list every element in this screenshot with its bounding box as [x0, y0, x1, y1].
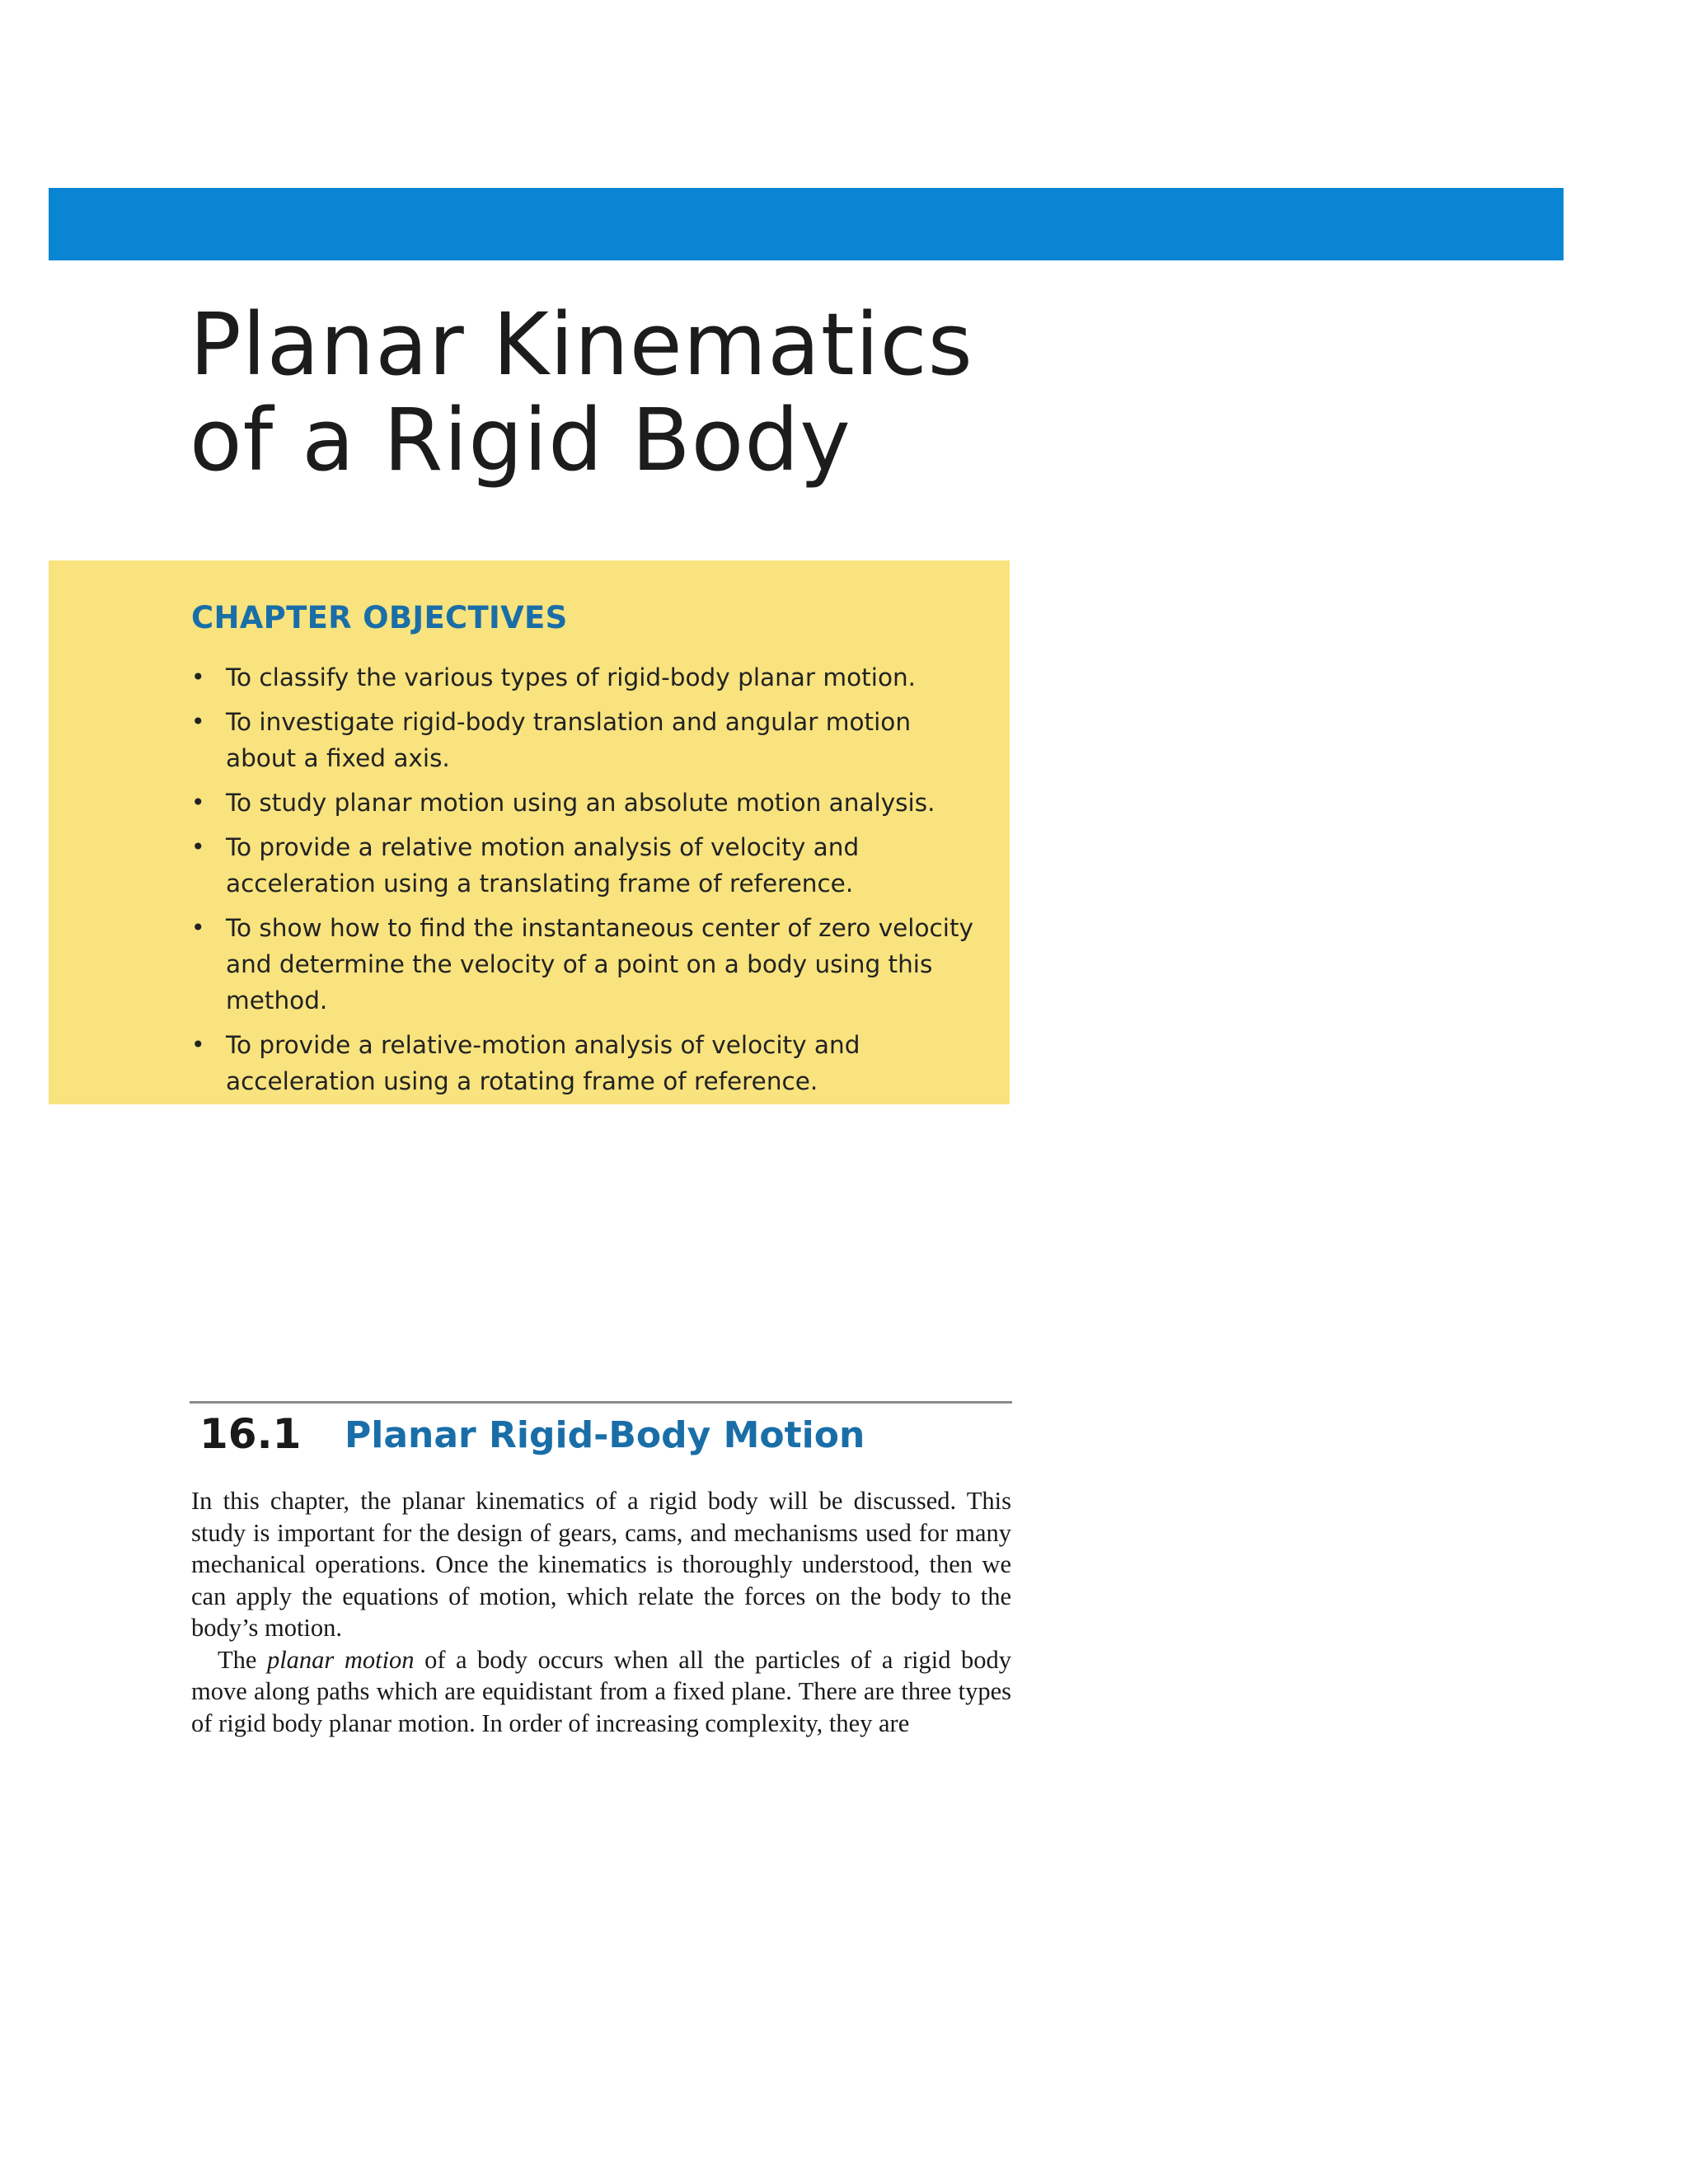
- body-text-run: of a body occurs when all the particles of a rigid body move along paths which are equidistant from a fixed plane. There are three types of rigid body planar motion. In order of increasing complexity, they are: [191, 1645, 1012, 1737]
- objective-text: To investigate rigid-body translation and angular motion about a fixed axis.: [226, 708, 912, 772]
- body-paragraph: In this chapter, the planar kinematics of a rigid body will be discussed. This study is important for the design of gears, cams, and mechanisms used for many mechanical operations. Once the kinematics is thoroughly understood, then we can apply the equations of motion, which relate the forces on the body to the body’s motion.: [191, 1487, 1011, 1642]
- body-text-run: The: [218, 1645, 267, 1674]
- bullet-icon: •: [191, 914, 205, 941]
- chapter-objectives-heading: CHAPTER OBJECTIVES: [191, 600, 568, 635]
- section-body: [191, 1485, 1011, 1739]
- objective-text: To classify the various types of rigid-body planar motion.: [226, 663, 917, 691]
- objective-item: [191, 1027, 982, 1099]
- bullet-icon: •: [191, 708, 205, 735]
- body-paragraph: [191, 1644, 1011, 1740]
- bullet-icon: •: [191, 663, 205, 691]
- chapter-title-line-1: Planar Kinematics: [190, 294, 973, 395]
- chapter-objectives-list: [191, 659, 982, 1108]
- objective-item: [191, 785, 982, 821]
- emphasized-term: planar motion: [266, 1645, 415, 1674]
- objective-item: [191, 829, 982, 902]
- objective-text: To provide a relative-motion analysis of velocity and acceleration using a rotating frame of reference.: [226, 1031, 860, 1095]
- objective-text: To show how to find the instantaneous center of zero velocity and determine the velocity of a point on a body using this method.: [226, 914, 973, 1015]
- bullet-icon: •: [191, 1031, 205, 1058]
- chapter-header-band: [49, 188, 1564, 260]
- objective-text: To study planar motion using an absolute motion analysis.: [226, 789, 935, 817]
- objective-text: To provide a relative motion analysis of velocity and acceleration using a translating frame of reference.: [226, 833, 860, 898]
- bullet-icon: •: [191, 833, 205, 860]
- section-title: Planar Rigid-Body Motion: [345, 1414, 865, 1456]
- chapter-title: [190, 294, 1096, 490]
- section-number: 16.1: [199, 1410, 302, 1458]
- objective-item: [191, 659, 982, 696]
- chapter-title-line-2: of a Rigid Body: [190, 390, 851, 490]
- section-divider: [190, 1401, 1012, 1404]
- bullet-icon: •: [191, 789, 205, 816]
- objective-item: [191, 704, 982, 776]
- objective-item: [191, 910, 982, 1019]
